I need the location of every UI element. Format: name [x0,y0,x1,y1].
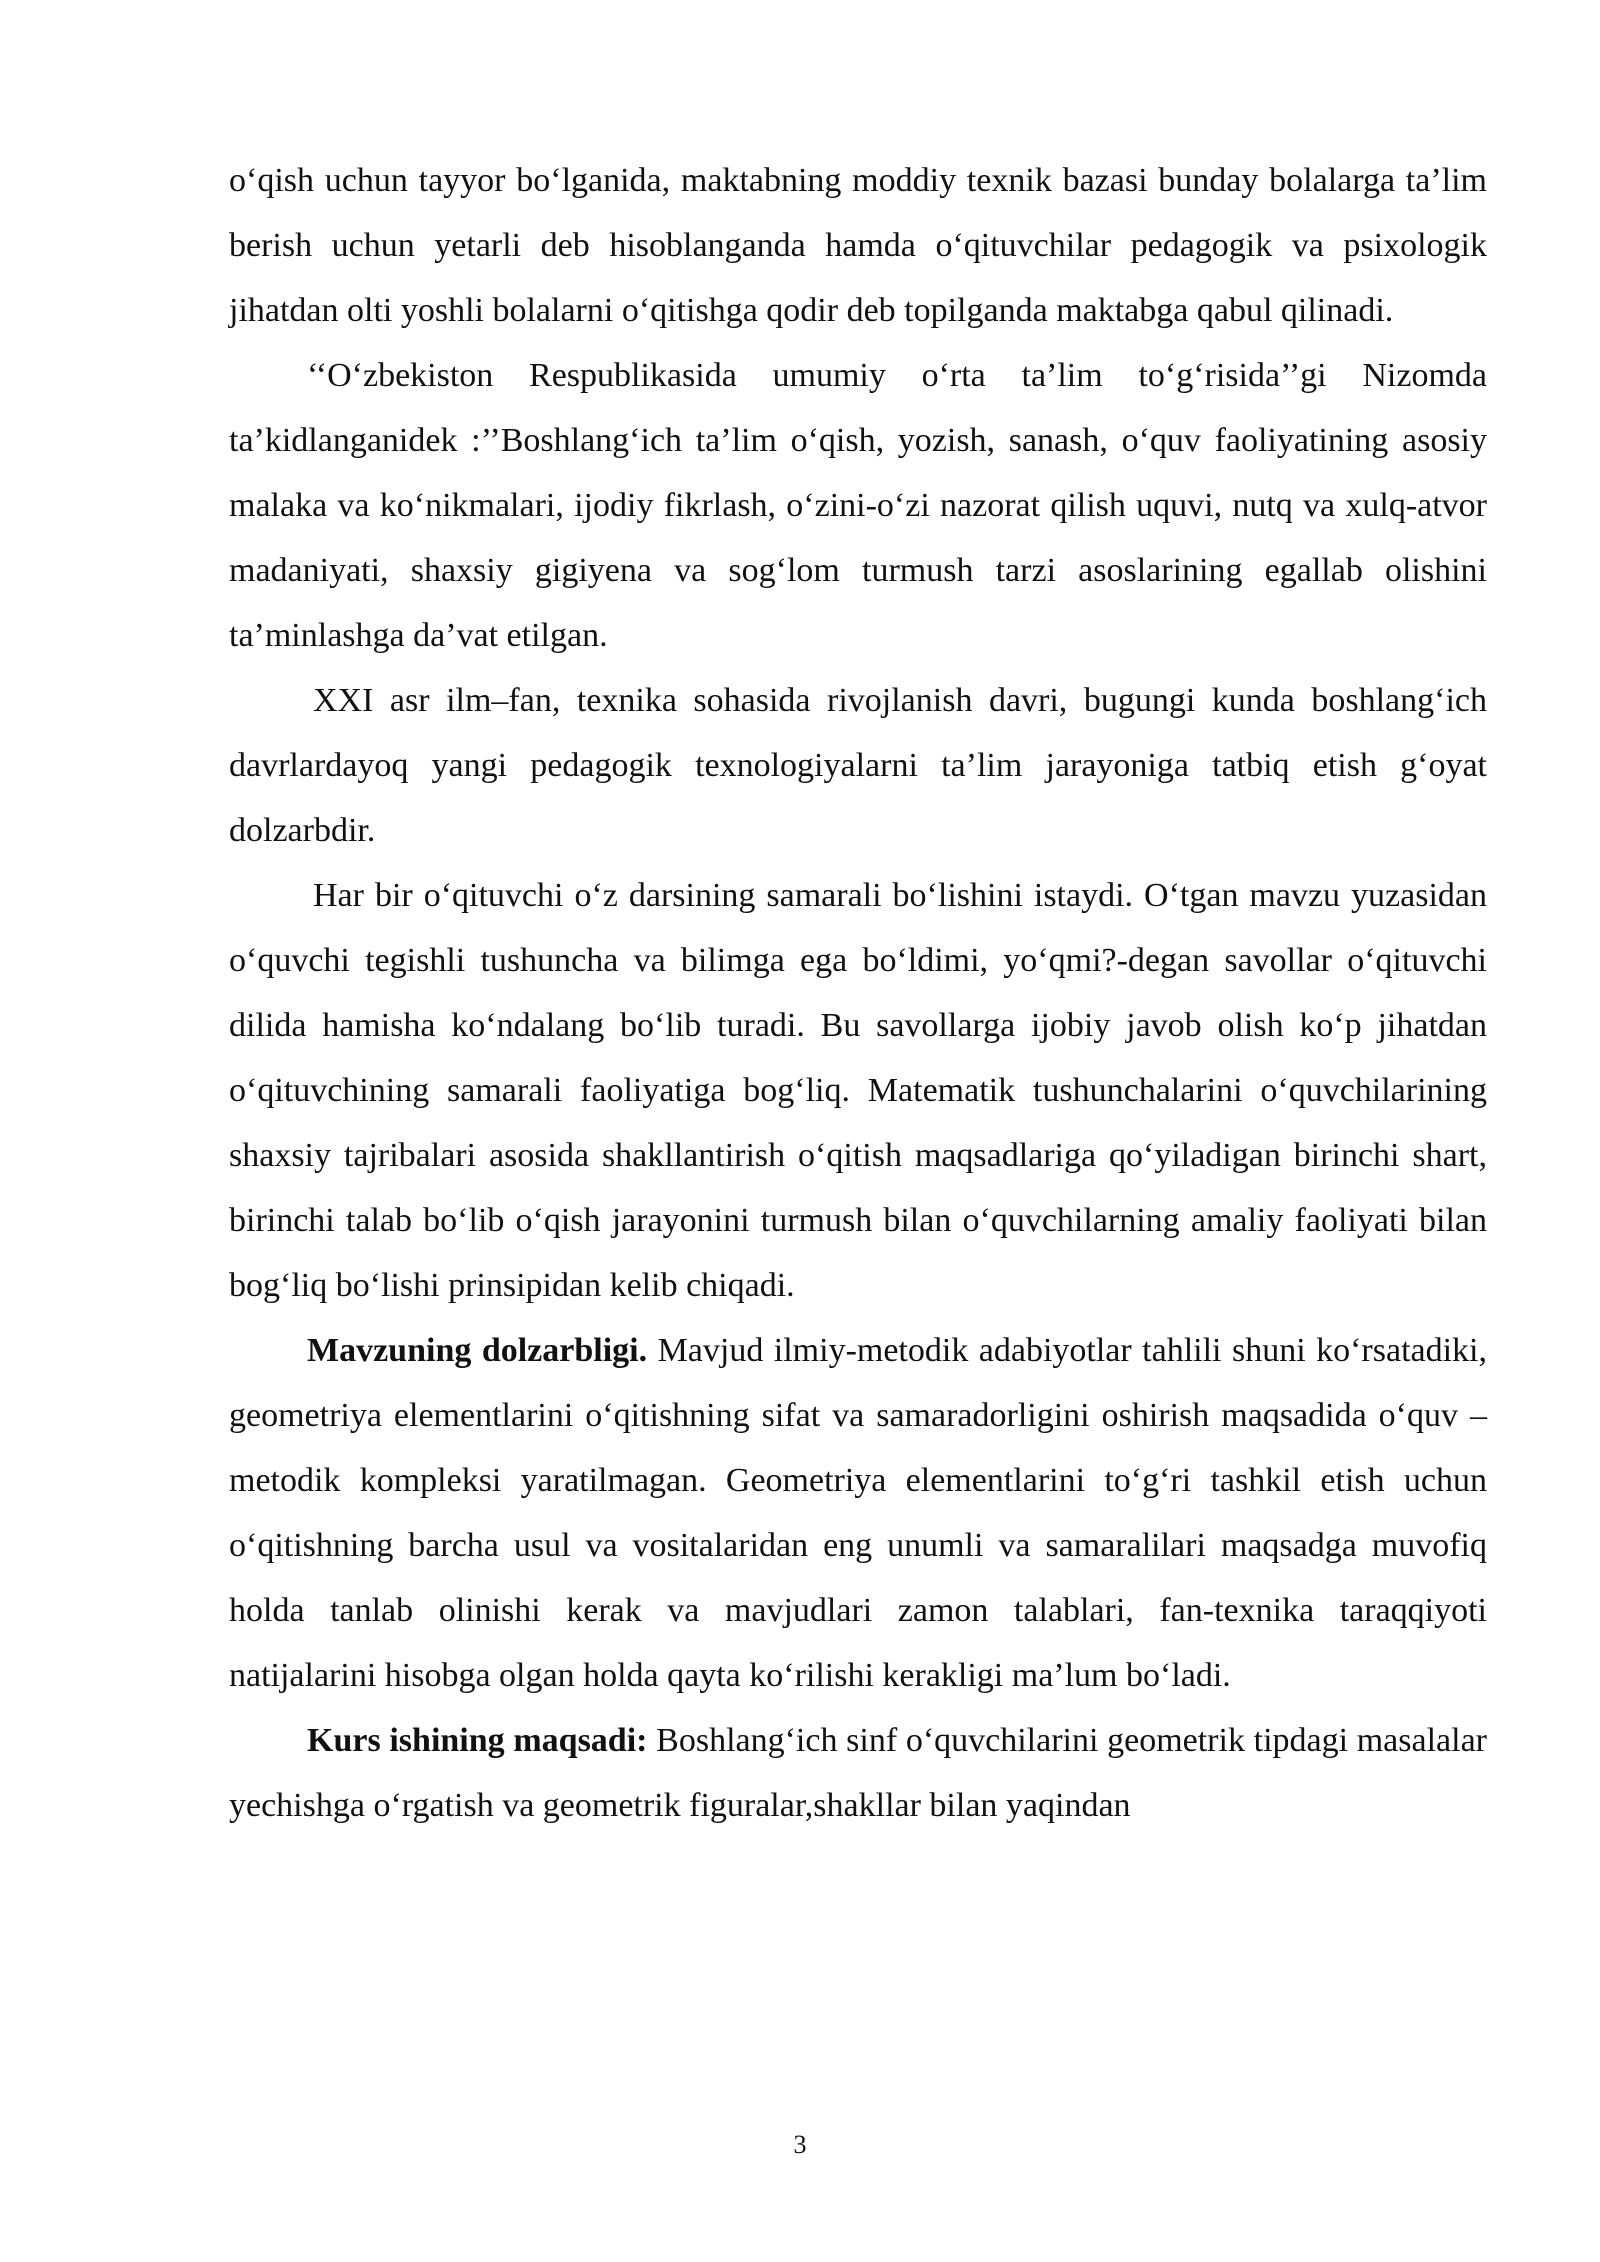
document-page [229,148,1487,1838]
paragraph-text: Har bir o‘qituvchi o‘z darsining samarali bo‘lishini istaydi. O‘tgan mavzu yuzasidan o‘quvchi tegishli tushuncha va bilimga ega bo‘ldimi, yo‘qmi?-degan savollar o‘qituvchi dilida hamisha ko‘ndalang bo‘lib turadi. Bu savollarga ijobiy javob olish ko‘p jihatdan o‘qituvchining samarali faoliyatiga bog‘liq. Matematik tushunchalarini o‘quvchilarining shaxsiy tajribalari asosida shakllantirish o‘qitish maqsadlariga qo‘yiladigan birinchi shart, birinchi talab bo‘lib o‘qish jarayonini turmush bilan o‘quvchilarning amaliy faoliyati bilan bog‘liq bo‘lishi prinsipidan kelib chiqadi. [229,877,1487,1304]
section-heading-goal: Kurs ishining maqsadi: [307,1722,657,1759]
paragraph-text: ‘‘O‘zbekiston Respublikasida umumiy o‘rta ta’lim to‘g‘risida’’gi Nizomda ta’kidlanganidek :’’Boshlang‘ich ta’lim o‘qish, yozish, sanash, o‘quv faoliyatining asosiy malaka va ko‘nikmalari, ijodiy fikrlash, o‘zini-o‘zi nazorat qilish uquvi, nutq va xulq-atvor madaniyati, shaxsiy gigiyena va sog‘lom turmush tarzi asoslarining egallab olishini ta’minlashga da’vat etilgan. [229,357,1487,654]
paragraph-course-goal [229,1708,1487,1838]
section-heading-relevance: Mavzuning dolzarbligi. [307,1332,658,1369]
paragraph-continuation [229,148,1487,343]
paragraph-text: Mavjud ilmiy-metodik adabiyotlar tahlili shuni ko‘rsatadiki, geometriya elementlarini o‘qitishning sifat va samaradorligini oshirish maqsadida o‘quv – metodik kompleksi yaratilmagan. Geometriya elementlarini to‘g‘ri tashkil etish uchun o‘qitishning barcha usul va vositalaridan eng unumli va samaralilari maqsadga muvofiq holda tanlab olinishi kerak va mavjudlari zamon talablari, fan-texnika taraqqiyoti natijalarini hisobga olgan holda qayta ko‘rilishi kerakligi ma’lum bo‘ladi. [229,1332,1487,1694]
paragraph-text: XXI asr ilm–fan, texnika sohasida rivojlanish davri, bugungi kunda boshlang‘ich davrlardayoq yangi pedagogik texnologiyalarni ta’lim jarayoniga tatbiq etish g‘oyat dolzarbdir. [229,682,1487,849]
paragraph-nizom-quote [229,343,1487,668]
paragraph-topic-relevance [229,1318,1487,1708]
page-number: 3 [793,2130,807,2159]
paragraph-text: Boshlang‘ich sinf o‘quvchilarini geometrik tipdagi masalalar yechishga o‘rgatish va geometrik figuralar,shakllar bilan yaqindan [229,1722,1487,1824]
paragraph-teacher-lesson [229,863,1487,1318]
paragraph-xxi-century [229,668,1487,863]
paragraph-text: o‘qish uchun tayyor bo‘lganida, maktabning moddiy texnik bazasi bunday bolalarga ta’lim berish uchun yetarli deb hisoblanganda hamda o‘qituvchilar pedagogik va psixologik jihatdan olti yoshli bolalarni o‘qitishga qodir deb topilganda maktabga qabul qilinadi. [229,162,1487,329]
